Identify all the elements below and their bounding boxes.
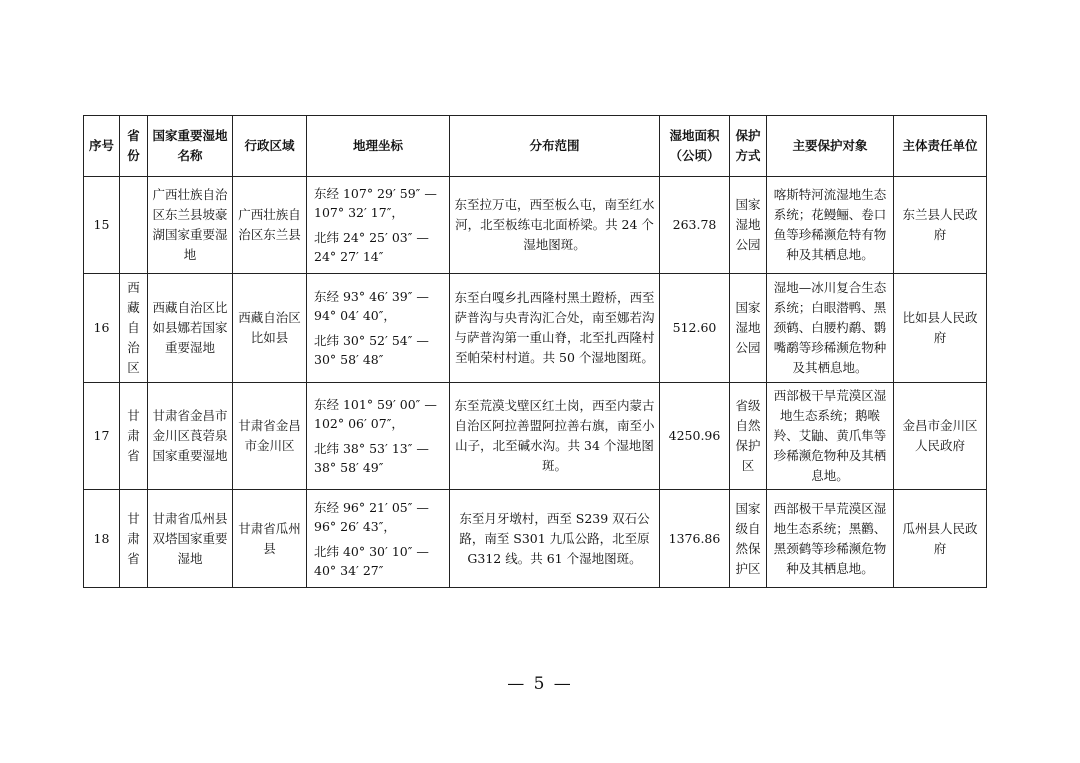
header-area: 湿地面积（公顷）	[660, 116, 730, 177]
cell-area: 4250.96	[660, 383, 730, 490]
cell-targets: 西部极干旱荒漠区湿地生态系统；黑鹳、黑颈鹤等珍稀濒危物种及其栖息地。	[767, 490, 894, 588]
cell-region: 甘肃省瓜州县	[233, 490, 307, 588]
wetland-table	[83, 115, 987, 588]
coord-east-end: 107° 32′ 17″，	[314, 205, 404, 220]
table-row	[84, 490, 987, 588]
coord-north-start: 北纬 24° 25′ 03″ —	[314, 230, 429, 245]
header-unit: 主体责任单位	[894, 116, 987, 177]
cell-province: 甘肃省	[120, 383, 148, 490]
header-seq: 序号	[84, 116, 120, 177]
table-row	[84, 274, 987, 383]
cell-area: 263.78	[660, 177, 730, 274]
cell-range: 东至拉万屯，西至板么屯，南至红水河，北至板练屯北面桥梁。共 24 个湿地图斑。	[450, 177, 660, 274]
cell-unit: 瓜州县人民政府	[894, 490, 987, 588]
header-coords: 地理坐标	[307, 116, 450, 177]
header-name: 国家重要湿地名称	[148, 116, 233, 177]
cell-seq: 15	[84, 177, 120, 274]
cell-targets: 西部极干旱荒漠区湿地生态系统；鹅喉羚、艾鼬、黄爪隼等珍稀濒危物种及其栖息地。	[767, 383, 894, 490]
header-range: 分布范围	[450, 116, 660, 177]
cell-region: 广西壮族自治区东兰县	[233, 177, 307, 274]
coord-north-end: 30° 58′ 48″	[314, 352, 384, 367]
coord-north-start: 北纬 38° 53′ 13″ —	[314, 441, 429, 456]
cell-province	[120, 177, 148, 274]
header-region: 行政区域	[233, 116, 307, 177]
cell-coords	[307, 383, 450, 490]
coord-north-start: 北纬 30° 52′ 54″ —	[314, 333, 429, 348]
coord-east-start: 东经 93° 46′ 39″ —	[314, 289, 429, 304]
cell-protect: 省级自然保护区	[730, 383, 767, 490]
header-protect: 保护方式	[730, 116, 767, 177]
cell-coords	[307, 274, 450, 383]
coord-north-end: 40° 34′ 27″	[314, 562, 384, 578]
coord-east-end: 96° 26′ 43″，	[314, 518, 396, 534]
coord-north-end: 24° 27′ 14″	[314, 249, 384, 264]
cell-seq: 18	[84, 490, 120, 588]
cell-unit: 比如县人民政府	[894, 274, 987, 383]
cell-unit: 东兰县人民政府	[894, 177, 987, 274]
coord-north-start: 北纬 40° 30′ 10″ —	[314, 543, 429, 559]
header-row	[84, 116, 987, 177]
cell-region: 西藏自治区比如县	[233, 274, 307, 383]
cell-unit: 金昌市金川区人民政府	[894, 383, 987, 490]
page-number: — 5 —	[507, 674, 573, 694]
cell-coords	[307, 490, 450, 588]
cell-protect: 国家湿地公园	[730, 177, 767, 274]
cell-name: 甘肃省金昌市金川区莨菪泉国家重要湿地	[148, 383, 233, 490]
cell-protect: 国家湿地公园	[730, 274, 767, 383]
cell-targets: 湿地—冰川复合生态系统；白眼潜鸭、黑颈鹤、白腰杓鹬、鹮嘴鹬等珍稀濒危物种及其栖息地。	[767, 274, 894, 383]
cell-province: 甘肃省	[120, 490, 148, 588]
coord-east-end: 102° 06′ 07″，	[314, 416, 404, 431]
cell-name: 甘肃省瓜州县双塔国家重要湿地	[148, 490, 233, 588]
coord-east-start: 东经 96° 21′ 05″ —	[314, 499, 429, 515]
cell-name: 广西壮族自治区东兰县坡豪湖国家重要湿地	[148, 177, 233, 274]
coord-east-start: 东经 101° 59′ 00″ —	[314, 397, 437, 412]
cell-targets: 喀斯特河流湿地生态系统；花鳗鲡、卷口鱼等珍稀濒危特有物种及其栖息地。	[767, 177, 894, 274]
table-row	[84, 177, 987, 274]
cell-name: 西藏自治区比如县娜若国家重要湿地	[148, 274, 233, 383]
cell-range: 东至荒漠戈壁区红土岗，西至内蒙古自治区阿拉善盟阿拉善右旗，南至小山子，北至碱水沟。共 34 个湿地图斑。	[450, 383, 660, 490]
cell-seq: 17	[84, 383, 120, 490]
table-row	[84, 383, 987, 490]
cell-range: 东至白嘎乡扎西隆村黑土蹬桥，西至萨普沟与央青沟汇合处，南至娜若沟与萨普沟第一重山脊，北至扎西隆村至帕荣村村道。共 50 个湿地图斑。	[450, 274, 660, 383]
cell-coords	[307, 177, 450, 274]
cell-region: 甘肃省金昌市金川区	[233, 383, 307, 490]
cell-protect: 国家级自然保护区	[730, 490, 767, 588]
cell-area: 512.60	[660, 274, 730, 383]
cell-range: 东至月牙墩村，西至 S239 双石公路，南至 S301 九瓜公路，北至原 G312 线。共 61 个湿地图斑。	[450, 490, 660, 588]
coord-east-start: 东经 107° 29′ 59″ —	[314, 186, 437, 201]
cell-province: 西藏自治区	[120, 274, 148, 383]
coord-east-end: 94° 04′ 40″，	[314, 308, 396, 323]
coord-north-end: 38° 58′ 49″	[314, 460, 384, 475]
header-targets: 主要保护对象	[767, 116, 894, 177]
cell-area: 1376.86	[660, 490, 730, 588]
cell-seq: 16	[84, 274, 120, 383]
header-province: 省份	[120, 116, 148, 177]
